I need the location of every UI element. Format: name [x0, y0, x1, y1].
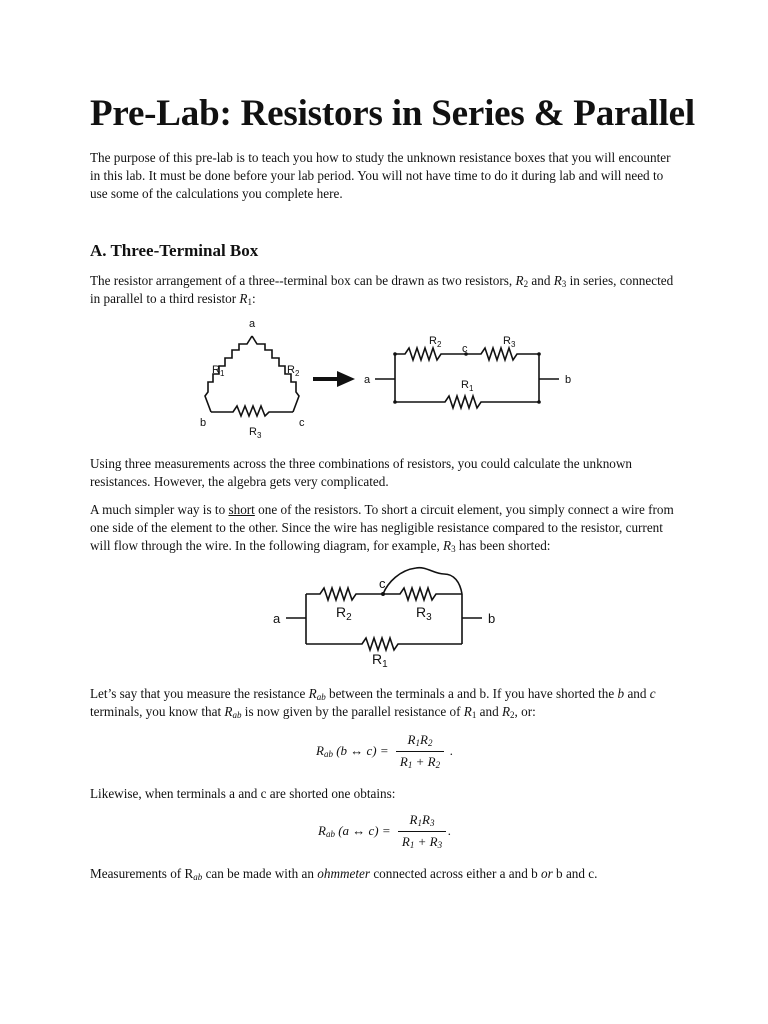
node-c-label: c: [299, 417, 305, 429]
node-b-label: b: [200, 417, 207, 429]
likewise-paragraph: Likewise, when terminals a and c are shorted one obtains:: [90, 786, 396, 801]
ohmmeter-paragraph: Measurements of $R_{ab}$ can be made with an ohmmeter connected across either a and b or b and c.: [90, 866, 598, 882]
resistor-r1: [306, 638, 462, 650]
intro-paragraph: The purpose of this pre-lab is to teach you how to study the unknown resistance boxes that you will encounter in this lab. It must be done before your lab period. You will not have time to do it during lab and will need to use some of the calculations you complete here.: [90, 150, 671, 202]
svg-text:R2: $R_2$: [429, 335, 442, 349]
resistor-r1: [395, 396, 539, 408]
svg-text:c: c: [462, 343, 468, 355]
node-a-label: a: [249, 318, 256, 330]
svg-text:b: b: [488, 611, 496, 626]
svg-text:c: c: [379, 576, 386, 591]
svg-text:b: b: [565, 374, 572, 386]
measurements-paragraph: Using three measurements across the three combinations of resistors, you could calculate the unknown resistances. However, the algebra gets very complicated.: [90, 456, 633, 490]
svg-text:a: a: [273, 611, 281, 626]
parallel-circuit: [364, 335, 571, 408]
resistor-r2: [395, 348, 466, 360]
short-wire: [383, 568, 462, 594]
svg-text:a: a: [364, 374, 371, 386]
resistor-r3: [466, 348, 539, 360]
short-term: short: [228, 502, 255, 517]
short-paragraph: A much simpler way is to short one of the resistors. To short a circuit element, you simply connect a wire from one side of the element to the other. Since the wire has negligible resistance compared to the resistor, current will flow through the wire. In the following diagram, for example, $R_3$ has been shorted:: [90, 502, 674, 555]
r2-label: $R_2$: [287, 364, 300, 378]
equation-parallel-r1-r2: $R_{ab}$ (b ↔ c) = $R_1R_2$ $R_1 + R_2$ .: [316, 732, 454, 770]
rab-paragraph: Let’s say that you measure the resistance $R_{ab}$ between the terminals a and b. If you have shorted the b and c terminals, you know that $R_{ab}$ is now given by the parallel resistance of $R_1$ and $R_2$, or:: [90, 686, 656, 721]
svg-text:R1: $R_1$: [372, 651, 388, 670]
arrow-icon: [313, 371, 355, 387]
delta-network: [200, 318, 305, 440]
ohmmeter-term: ohmmeter: [317, 866, 371, 881]
svg-text:R3: $R_3$: [416, 604, 432, 623]
r3-label: $R_3$: [249, 426, 262, 440]
svg-text:R1: $R_1$: [461, 379, 474, 393]
resistor-r2: [306, 588, 383, 600]
r1-label: $R_1$: [212, 364, 225, 378]
page-title: Pre-Lab: Resistors in Series & Parallel: [90, 93, 695, 134]
section-a-heading: A. Three-Terminal Box: [90, 241, 259, 260]
equation-parallel-r1-r3: $R_{ab}$ (a ↔ c) = $R_1R_3$ $R_1 + R_3$ .: [318, 812, 452, 850]
svg-text:R3: $R_3$: [503, 335, 516, 349]
resistor-r3-delta: [211, 406, 293, 416]
resistor-r3: [383, 588, 462, 600]
shorted-circuit-diagram: [268, 560, 508, 672]
svg-text:R2: $R_2$: [336, 604, 352, 623]
arrangement-paragraph: The resistor arrangement of a three--terminal box can be drawn as two resistors, $R_2$ and $R_3$ in series, connected in parallel to a third resistor $R_1$:: [90, 273, 674, 308]
delta-to-parallel-diagram: [195, 316, 585, 446]
